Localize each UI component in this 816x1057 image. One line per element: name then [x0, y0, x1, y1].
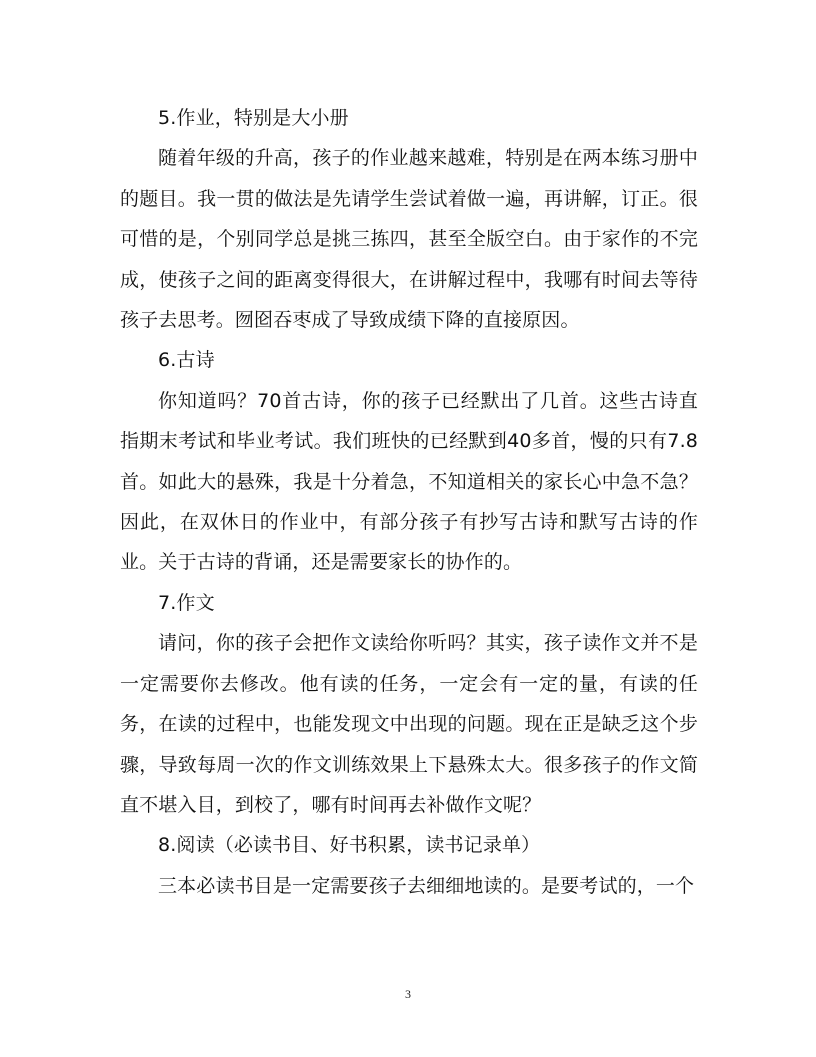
page-number: 3 [405, 987, 411, 1001]
section-heading-homework: 5.作业，特别是大小册 [158, 107, 349, 129]
section-heading-poetry: 6.古诗 [158, 349, 215, 372]
section-heading-reading: 8.阅读（必读书目、好书积累，读书记录单） [158, 834, 541, 857]
paragraph-poetry: 你知道吗？70首古诗，你的孩子已经默出了几首。这些古诗直指期末考试和毕业考试。我们班快的已经默到40多首，慢的只有7.8首。如此大的悬殊，我是十分着急，不知道相关的家长心中急不急？因此，在双休日的作业中，有部分孩子有抄写古诗和默写古诗的作业。关于古诗的背诵，还是需要家长的协作的。 [120, 389, 698, 574]
section-heading-composition: 7.作文 [158, 591, 215, 614]
paragraph-homework: 随着年级的升高，孩子的作业越来越难，特别是在两本练习册中的题目。我一贯的做法是先请学生尝试着做一遍，再讲解，订正。很可惜的是，个别同学总是挑三拣四，甚至全版空白。由于家作的不完成，使孩子之间的距离变得很大，在讲解过程中，我哪有时间去等待孩子去思考。囫囵吞枣成了导致成绩下降的直接原因。 [120, 147, 698, 332]
paragraph-reading: 三本必读书目是一定需要孩子去细细地读的。是要考试的，一个 [158, 874, 695, 897]
paragraph-composition: 请问，你的孩子会把作文读给你听吗？其实，孩子读作文并不是一定需要你去修改。他有读的任务，一定会有一定的量，有读的任务，在读的过程中，也能发现文中出现的问题。现在正是缺乏这个步骤，导致每周一次的作文训练效果上下悬殊太大。很多孩子的作文简直不堪入目，到校了，哪有时间再去补做作文呢？ [120, 632, 698, 816]
document-body [120, 98, 698, 906]
